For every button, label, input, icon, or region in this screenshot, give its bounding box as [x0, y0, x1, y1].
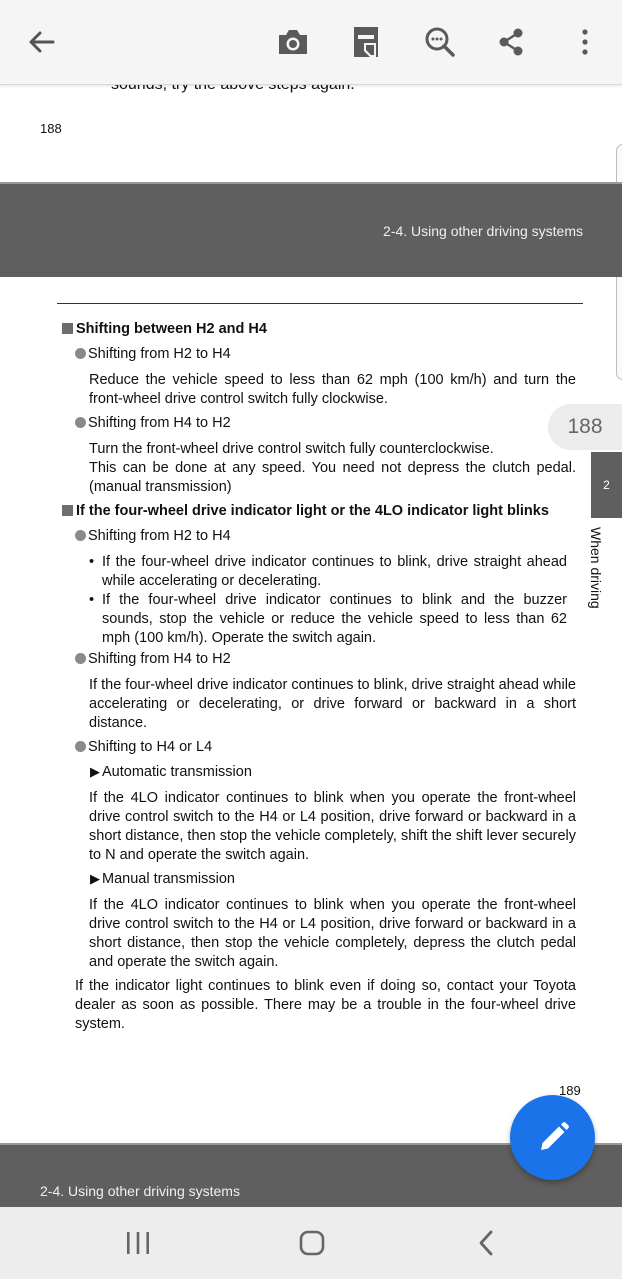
more-options-button[interactable] — [563, 20, 607, 64]
square-bullet-icon — [62, 323, 73, 334]
system-nav-bar — [0, 1207, 622, 1279]
paragraph: This can be done at any speed. You need not depress the clutch pedal. (manual transmission) — [89, 460, 576, 495]
capture-button[interactable] — [271, 20, 315, 64]
back-icon — [476, 1229, 496, 1257]
header-rule — [57, 303, 583, 304]
arrow-left-icon — [27, 27, 57, 57]
page-number-188: 188 — [40, 121, 62, 136]
edit-fab-button[interactable] — [510, 1095, 595, 1180]
circle-bullet-icon — [75, 417, 86, 428]
search-button[interactable] — [418, 20, 462, 64]
paragraph: If the four-wheel drive indicator continues to blink, drive straight ahead while accelerating or decelerating, or drive forward or backward in a short distance. — [89, 677, 576, 731]
section-footer-title: 2-4. Using other driving systems — [40, 1183, 240, 1199]
subheading: Shifting from H4 to H2 — [75, 651, 231, 667]
page-header-band — [0, 182, 622, 277]
bullet-item: • If the four-wheel drive indicator continues to blink, drive straight ahead while accelerating or decelerating. — [89, 554, 567, 589]
subheading: Shifting from H2 to H4 — [75, 528, 231, 544]
transmission-subheading: ▶ Automatic transmission — [90, 764, 252, 780]
camera-icon — [276, 27, 310, 57]
search-icon — [424, 26, 456, 58]
edit-pencil-icon — [535, 1120, 571, 1156]
circle-bullet-icon — [75, 348, 86, 359]
recent-apps-icon — [125, 1231, 151, 1255]
current-page-indicator[interactable]: 188 — [548, 404, 622, 450]
bullet-item: • If the four-wheel drive indicator continues to blink and the buzzer sounds, stop the vehicle or reduce the vehicle speed to less than 62 mph (100 km/h). Operate the switch again. — [89, 592, 567, 646]
bookmark-button[interactable] — [344, 20, 388, 64]
section-heading: Shifting between H2 and H4 — [62, 321, 267, 337]
more-vert-icon — [580, 27, 590, 57]
closing-paragraph: If the indicator light continues to blink even if doing so, contact your Toyota dealer as soon as possible. There may be a trouble in the four-wheel drive system. — [75, 978, 576, 1032]
triangle-right-icon: ▶ — [90, 871, 100, 886]
nav-back-button[interactable] — [464, 1225, 508, 1261]
square-bullet-icon — [62, 505, 73, 516]
circle-bullet-icon — [75, 653, 86, 664]
subheading: Shifting to H4 or L4 — [75, 739, 212, 755]
chapter-label-text: When driving — [588, 527, 604, 609]
share-icon — [496, 27, 526, 57]
home-button[interactable] — [290, 1225, 334, 1261]
paragraph: If the 4LO indicator continues to blink when you operate the front-wheel drive control switch to the H4 or L4 position, drive forward or backward in a short distance, then stop the vehicle completely, shift the shift lever securely to N and operate the switch again. — [89, 790, 576, 863]
subheading: Shifting from H2 to H4 — [75, 346, 231, 362]
top-app-bar — [0, 0, 622, 85]
bullet-dot: • — [89, 592, 95, 608]
chapter-label — [588, 527, 618, 617]
share-button[interactable] — [489, 20, 533, 64]
transmission-subheading: ▶ Manual transmission — [90, 871, 235, 887]
bullet-dot: • — [89, 554, 95, 570]
recent-apps-button[interactable] — [116, 1225, 160, 1261]
circle-bullet-icon — [75, 530, 86, 541]
section-header-title: 2-4. Using other driving systems — [383, 223, 583, 239]
circle-bullet-icon — [75, 741, 86, 752]
paragraph: If the 4LO indicator continues to blink when you operate the front-wheel drive control switch to the H4 or L4 position, drive forward or backward in a short distance, then stop the vehicle completely, depress the clutch pedal and operate the switch again. — [89, 897, 576, 970]
triangle-right-icon: ▶ — [90, 764, 100, 779]
subheading: Shifting from H4 to H2 — [75, 415, 231, 431]
paragraph: Turn the front-wheel drive control switch fully counterclockwise. — [89, 441, 494, 457]
home-icon — [298, 1229, 326, 1257]
bookmark-icon — [352, 26, 380, 58]
page-number-189: 189 — [559, 1083, 581, 1098]
paragraph: Reduce the vehicle speed to less than 62 mph (100 km/h) and turn the front-wheel drive control switch fully clockwise. — [89, 372, 576, 407]
back-button[interactable] — [20, 20, 64, 64]
chapter-number-tab: 2 — [591, 452, 622, 518]
section-heading: If the four-wheel drive indicator light or the 4LO indicator light blinks — [62, 503, 549, 519]
